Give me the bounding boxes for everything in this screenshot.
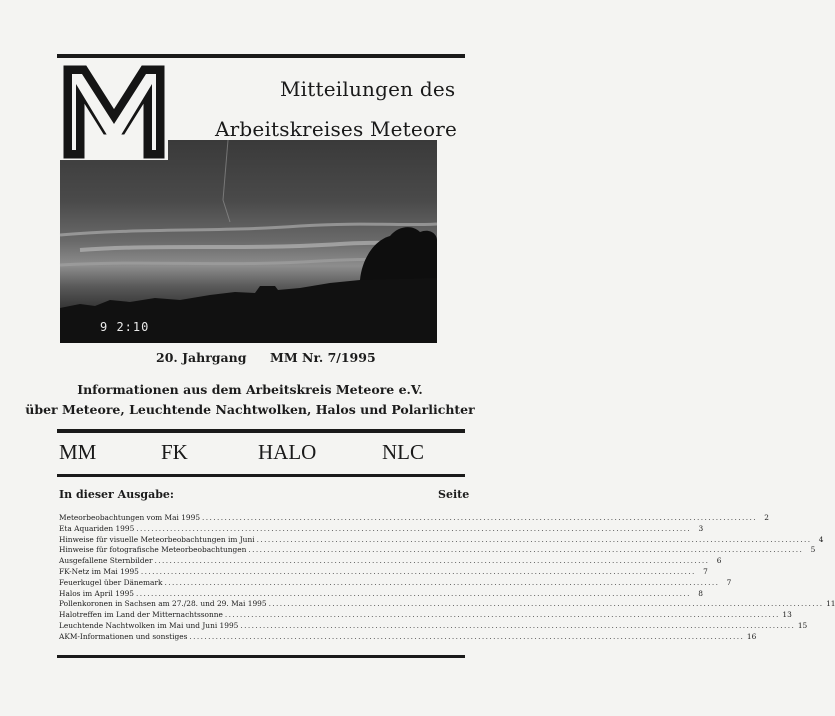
section-fk: FK — [161, 440, 188, 464]
cover-photo — [60, 140, 437, 343]
toc-entry-page: 4 — [818, 534, 824, 544]
toc-entry-title: Hinweise für visuelle Meteorbeobachtungen im Juni — [59, 534, 255, 544]
toc-entry — [59, 523, 704, 535]
toc-entry-page: 7 — [703, 566, 708, 576]
toc-entry-title: Halotreffen im Land der Mitternachtssonne — [59, 610, 223, 620]
toc-leader: .................................................................................................................................................... — [256, 534, 812, 544]
toc-entry-page: 3 — [698, 523, 704, 533]
toc-entry — [59, 588, 703, 600]
toc-leader: .................................................................................................................................................... — [136, 523, 692, 533]
toc-entry — [59, 556, 722, 567]
top-rule — [57, 54, 465, 58]
toc-leader: .................................................................................................................................................... — [248, 545, 804, 555]
toc-entry-title: Pollenkoronen in Sachsen am 27./28. und 29. Mai 1995 — [59, 599, 267, 609]
section-nlc: NLC — [382, 440, 424, 464]
toc-entry-page: 2 — [764, 513, 769, 522]
toc-entry-page: 13 — [782, 610, 792, 620]
toc-entry — [59, 577, 732, 589]
toc-entry-page: 16 — [746, 631, 757, 641]
volume-label: 20. Jahrgang — [156, 350, 247, 365]
photo-timestamp: 9 2:10 — [100, 320, 150, 334]
title-line-2: Arbeitskreises Meteore — [215, 117, 457, 141]
toc-entry-page: 7 — [726, 577, 732, 587]
toc-entry-page: 11 — [826, 599, 835, 609]
toc-entry — [59, 513, 769, 524]
toc-entry-title: Feuerkugel über Dänemark — [59, 577, 163, 587]
title-line-1: Mitteilungen des — [280, 77, 456, 101]
toc-entry-page: 8 — [698, 588, 703, 598]
toc-entry — [59, 610, 792, 621]
toc-entry-title: Leuchtende Nachtwolken im Mai und Juni 1995 — [59, 620, 239, 630]
toc-leader: .................................................................................................................................................... — [268, 599, 824, 609]
toc-leader: .................................................................................................................................................... — [202, 513, 757, 522]
section-mm: MM — [59, 440, 97, 464]
toc-entry — [59, 566, 708, 578]
toc-entry-page: 6 — [716, 556, 722, 566]
toc-entry-page: 5 — [810, 545, 816, 555]
section-halo: HALO — [258, 440, 317, 464]
toc-entry-title: Halos im April 1995 — [59, 588, 135, 598]
toc-entry-title: Ausgefallene Sternbilder — [59, 556, 153, 566]
toc-leader: .................................................................................................................................................... — [140, 566, 696, 576]
toc-leader: .................................................................................................................................................... — [240, 620, 796, 630]
bottom-rule — [57, 655, 465, 658]
section-rule-top — [57, 429, 465, 433]
info-line-2: über Meteore, Leuchtende Nachtwolken, Halos und Polarlichter — [25, 402, 475, 417]
toc-entry-title: Meteorbeobachtungen vom Mai 1995 — [59, 513, 201, 522]
toc-heading: In dieser Ausgabe: — [59, 488, 174, 501]
toc-entry — [59, 534, 824, 546]
toc-entry-title: AKM-Informationen und sonstiges — [59, 631, 188, 641]
toc-leader: .................................................................................................................................................... — [154, 556, 710, 566]
issue-number: MM Nr. 7/1995 — [270, 350, 376, 365]
toc-entry-title: Eta Aquariden 1995 — [59, 523, 135, 533]
toc-leader: .................................................................................................................................................... — [189, 631, 745, 641]
table-of-contents — [59, 513, 835, 643]
toc-page-heading: Seite — [438, 488, 470, 501]
toc-entry — [59, 599, 835, 610]
toc-entry — [59, 631, 757, 643]
toc-entry — [59, 620, 808, 632]
mm-monogram-logo-icon — [58, 62, 170, 162]
info-line-1: Informationen aus dem Arbeitskreis Meteore e.V. — [77, 382, 423, 397]
toc-entry-title: FK-Netz im Mai 1995 — [59, 566, 139, 576]
toc-entry-title: Hinweise für fotografische Meteorbeobachtungen — [59, 545, 247, 555]
section-rule-bottom — [57, 474, 465, 477]
toc-leader: .................................................................................................................................................... — [224, 610, 780, 620]
toc-leader: .................................................................................................................................................... — [164, 577, 720, 587]
toc-entry-page: 15 — [797, 620, 808, 630]
cover-photo-graphic — [60, 140, 437, 343]
toc-leader: .................................................................................................................................................... — [136, 588, 691, 598]
toc-entry — [59, 545, 816, 556]
